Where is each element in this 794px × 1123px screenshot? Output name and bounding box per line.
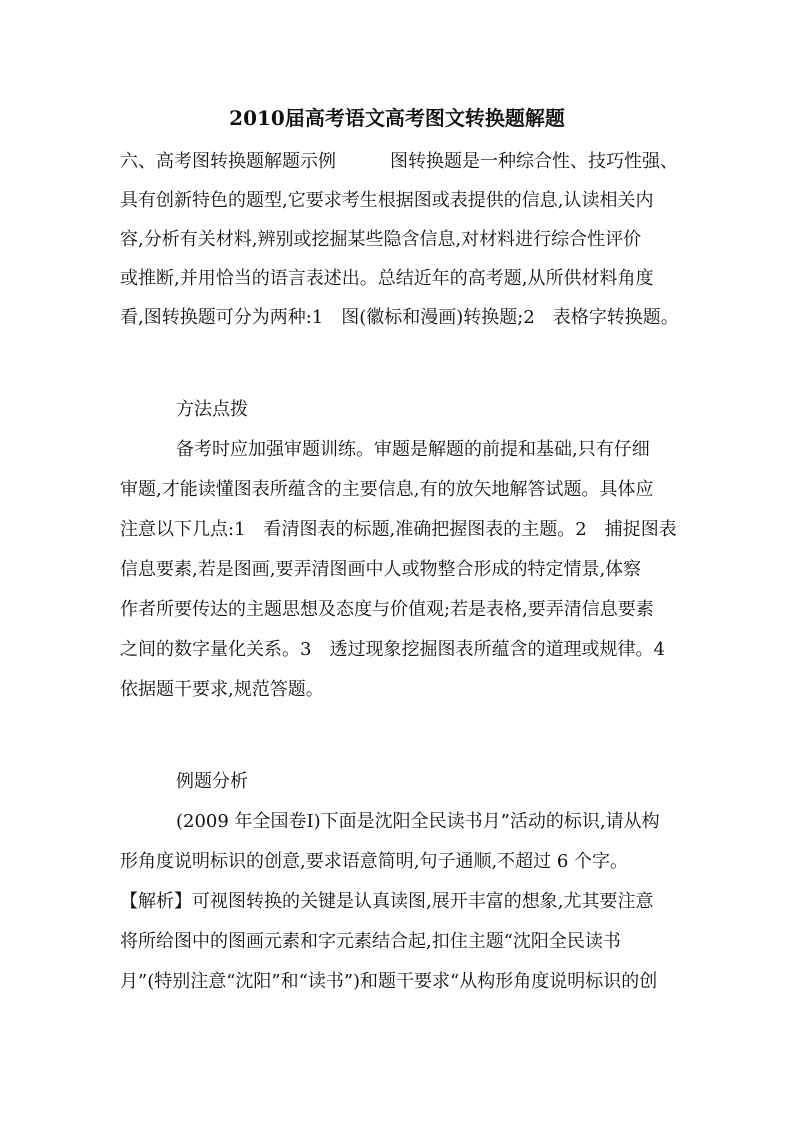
section-heading-method: 方法点拨 (176, 399, 248, 420)
paragraph-line: 具有创新特色的题型,它要求考生根据图或表提供的信息,认读相关内 (120, 190, 654, 211)
paragraph-line: 【解析】可视图转换的关键是认真读图,展开丰富的想象,尤其要注意 (120, 891, 654, 912)
paragraph-line: 注意以下几点:1 看清图表的标题,准确把握图表的主题。2 捕捉图表 (120, 519, 677, 540)
paragraph-line: 容,分析有关材料,辨别或挖掘某些隐含信息,对材料进行综合性评价 (120, 229, 642, 250)
paragraph-line: 作者所要传达的主题思想及态度与价值观;若是表格,要弄清信息要素 (120, 599, 654, 620)
paragraph-line: 或推断,并用恰当的语言表述出。总结近年的高考题,从所供材料角度 (120, 268, 654, 289)
paragraph-line: 审题,才能读懂图表所蕴含的主要信息,有的放矢地解答试题。具体应 (120, 479, 654, 500)
paragraph-line: 六、高考图转换题解题示例 图转换题是一种综合性、技巧性强、 (120, 151, 678, 172)
paragraph-line: 将所给图中的图画元素和字元素结合起,扣住主题“沈阳全民读书 (120, 931, 621, 952)
paragraph-line: 形角度说明标识的创意,要求语意简明,句子通顺,不超过 6 个字。 (120, 851, 629, 872)
paragraph-line: 之间的数字量化关系。3 透过现象挖掘图表所蕴含的道理或规律。4 (120, 639, 665, 660)
paragraph-line: (2009 年全国卷Ⅰ)下面是沈阳全民读书月”活动的标识,请从构 (176, 811, 660, 832)
section-heading-example: 例题分析 (176, 771, 248, 792)
paragraph-line: 信息要素,若是图画,要弄清图画中人或物整合形成的特定情景,体察 (120, 559, 642, 580)
paragraph-line: 依据题干要求,规范答题。 (120, 679, 324, 700)
document-title: 2010届高考语文高考图文转换题解题 (229, 106, 565, 130)
paragraph-line: 备考时应加强审题训练。审题是解题的前提和基础,只有仔细 (176, 439, 650, 460)
paragraph-line: 月”(特别注意“沈阳”和“读书”)和题干要求“从构形角度说明标识的创 (120, 971, 658, 992)
paragraph-line: 看,图转换题可分为两种:1 图(徽标和漫画)转换题;2 表格字转换题。 (120, 307, 679, 328)
